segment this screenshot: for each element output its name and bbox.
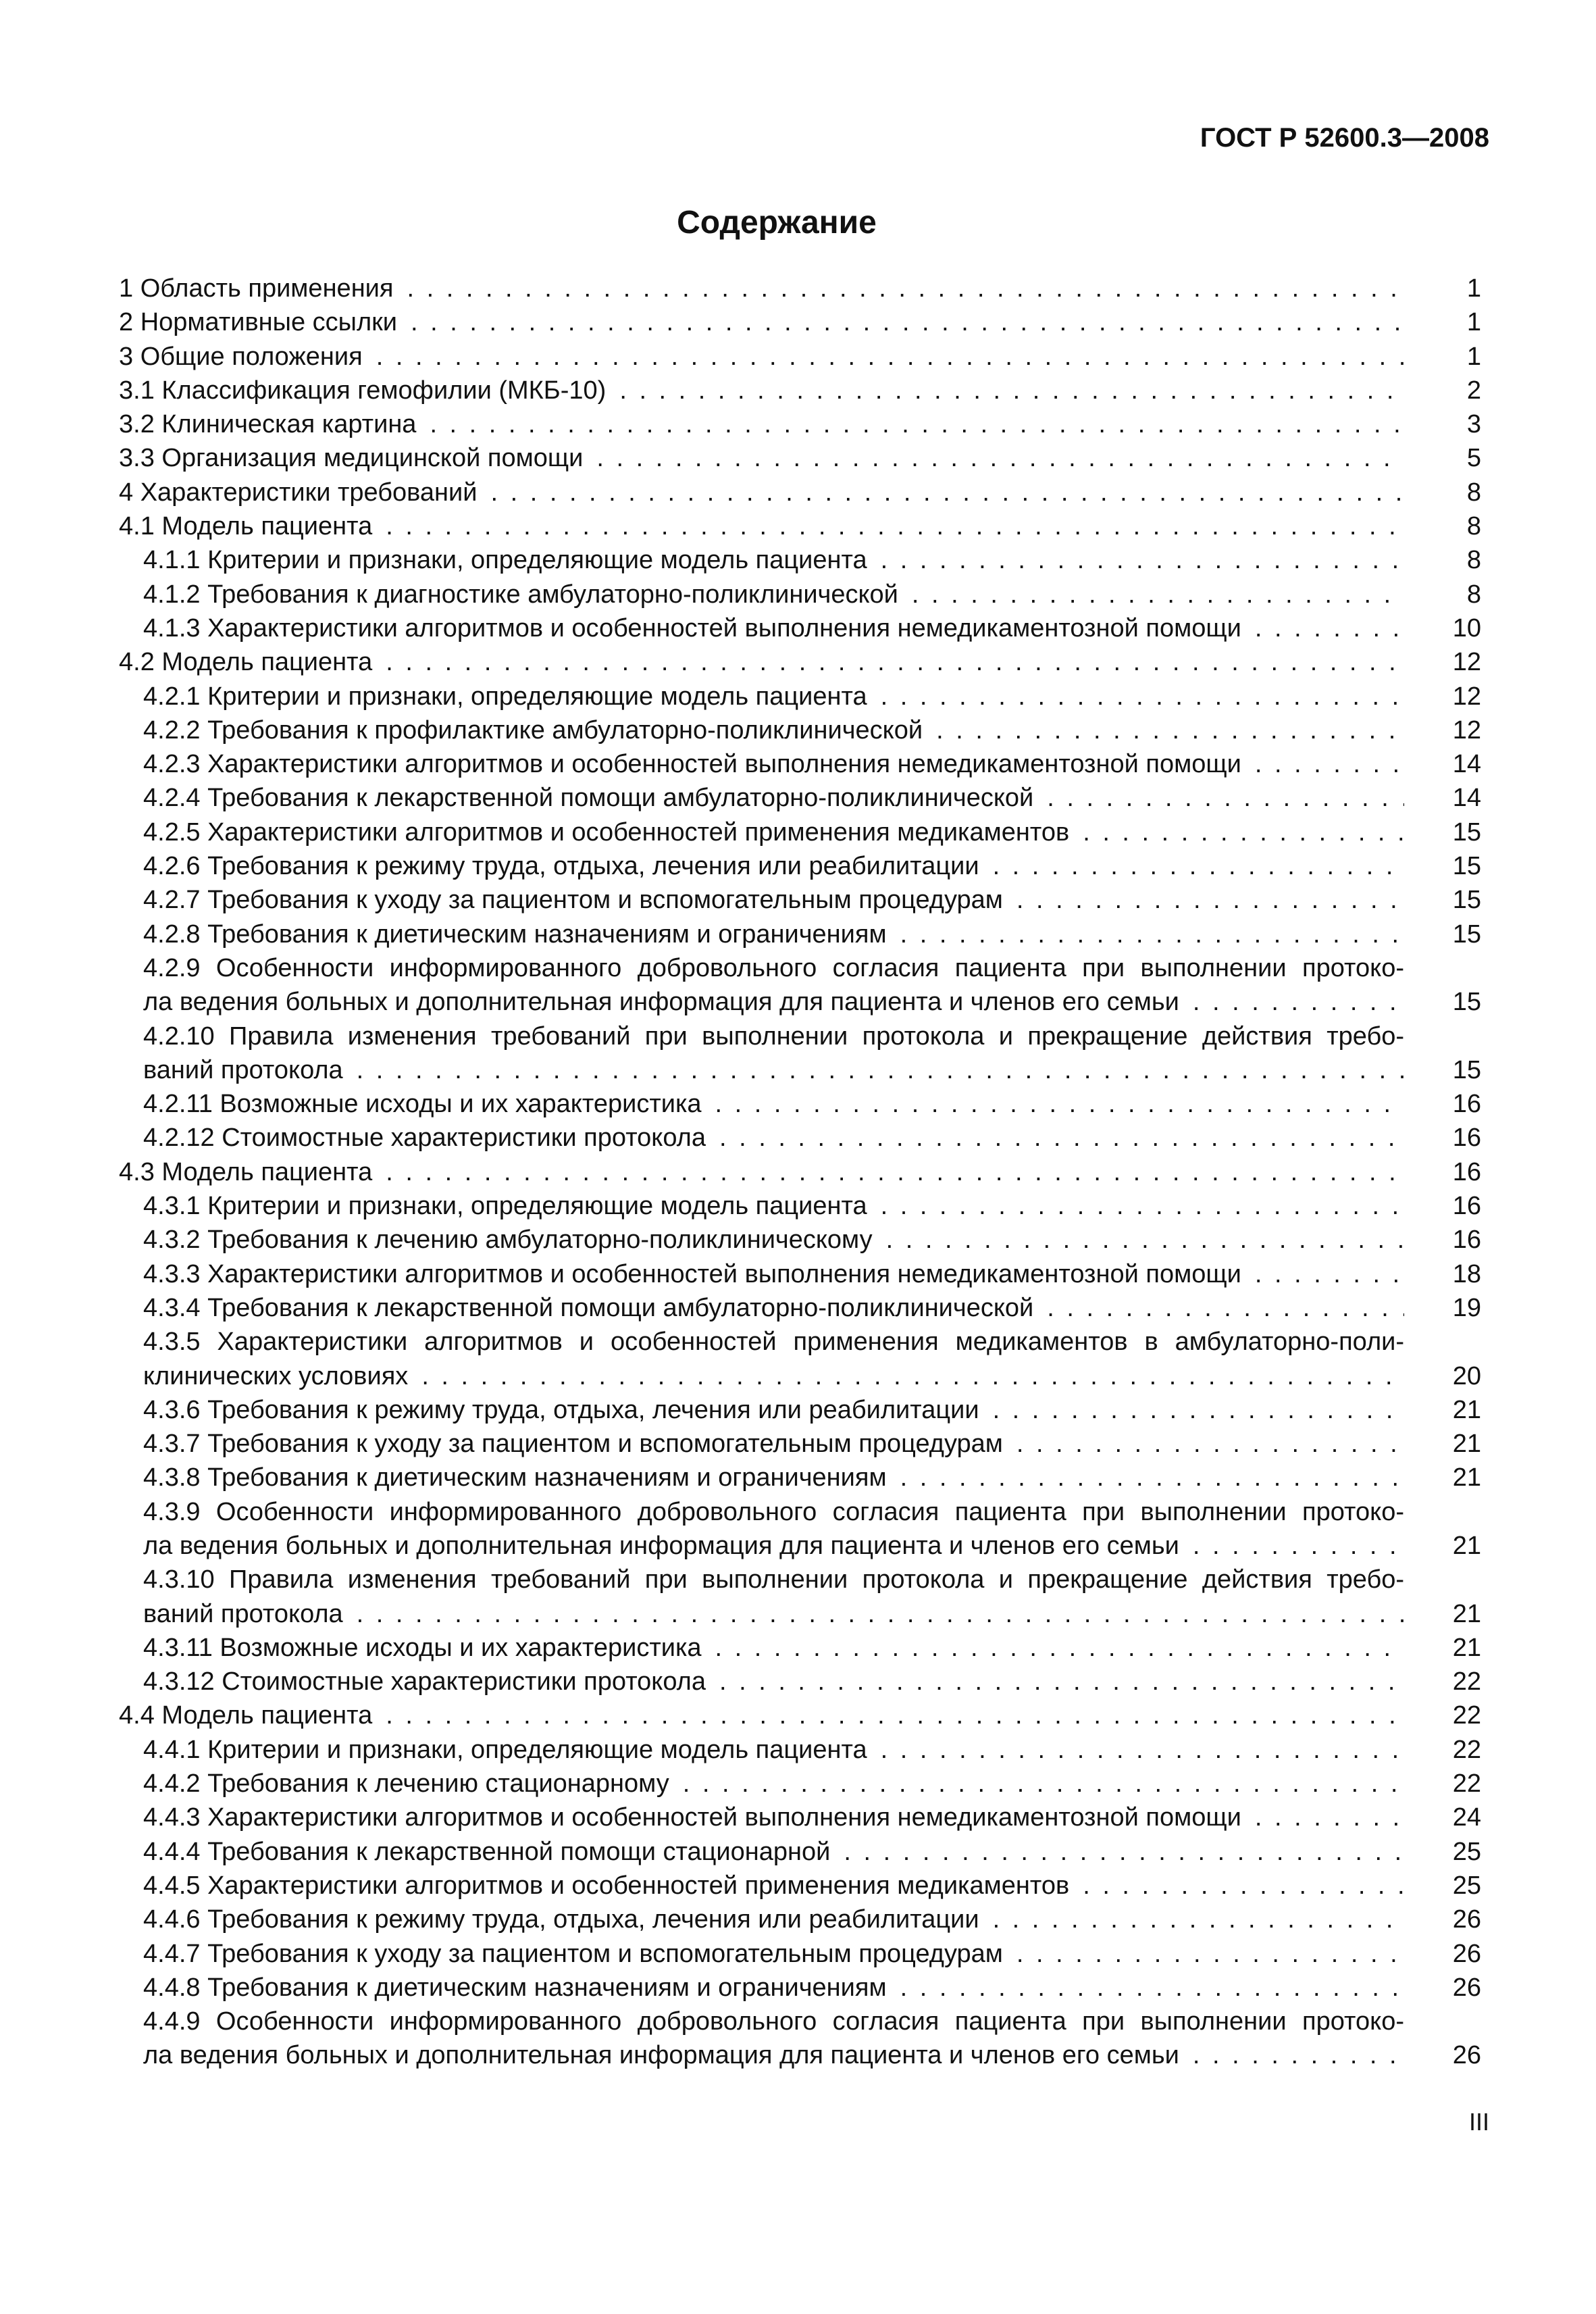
toc-entry-title: 4.3 Модель пациента (119, 1157, 373, 1186)
toc-entry-page: 16 (1452, 1226, 1481, 1255)
toc-entry-title: 4.3.4 Требования к лекарственной помощи амбулаторно-поликлинической (143, 1293, 1034, 1322)
toc-entry-page: 8 (1466, 478, 1481, 507)
toc-entry-page: 8 (1466, 580, 1481, 609)
toc-entry-page: 26 (1452, 1973, 1481, 2002)
toc-entry-title-line1: 4.3.5 Характеристики алгоритмов и особенностей применения медикаментов в амбулаторно-поли- (143, 1328, 1404, 1357)
toc-entry-title: 4.3.2 Требования к лечению амбулаторно-поликлиническому (143, 1226, 873, 1255)
toc-entry-title: 4.2 Модель пациента (119, 648, 373, 677)
toc-entry-page: 19 (1452, 1293, 1481, 1322)
toc-entry[interactable] (119, 1223, 1485, 1257)
toc-entry-title: 4.4.2 Требования к лечению стационарному (143, 1769, 669, 1799)
toc-entry[interactable] (119, 1699, 1485, 1732)
toc-entry-page: 3 (1466, 410, 1481, 439)
toc-entry[interactable] (119, 1121, 1485, 1155)
toc-entry-title: 4.4.5 Характеристики алгоритмов и особенностей применения медикаментов (143, 1871, 1070, 1900)
toc-entry[interactable] (119, 272, 1485, 305)
toc-entry[interactable] (119, 883, 1485, 917)
toc-entry-page: 12 (1452, 648, 1481, 677)
toc-entry-page: 15 (1452, 1055, 1481, 1084)
toc-entry[interactable] (119, 543, 1485, 577)
toc-entry-title-line2: ваний протокола . . . (143, 1053, 1404, 1087)
toc-entry-page: 22 (1452, 1701, 1481, 1730)
toc-entry-page: 22 (1452, 1735, 1481, 1764)
toc-entry-page: 21 (1452, 1599, 1481, 1628)
toc-entry-page: 15 (1452, 886, 1481, 915)
toc-entry[interactable] (119, 1869, 1485, 1903)
toc-entry-page: 8 (1466, 546, 1481, 575)
toc-entry[interactable] (119, 1291, 1485, 1325)
toc-entry[interactable] (119, 1393, 1485, 1427)
toc-entry[interactable] (119, 340, 1485, 374)
toc-entry-page: 15 (1452, 818, 1481, 847)
toc-entry[interactable] (119, 815, 1485, 849)
toc-entry-page: 16 (1452, 1124, 1481, 1153)
toc-entry-title: 4.3.7 Требования к уходу за пациентом и вспомогательным процедурам (143, 1430, 1003, 1459)
toc-entry[interactable] (119, 1733, 1485, 1767)
toc-entry-page: 18 (1452, 1259, 1481, 1288)
toc-entry[interactable] (119, 849, 1485, 883)
toc-entry-page: 1 (1466, 274, 1481, 303)
toc-entry[interactable] (119, 917, 1485, 951)
toc-entry-title: 4.2.11 Возможные исходы и их характеристика (143, 1090, 702, 1119)
toc-entry-title: 4.2.2 Требования к профилактике амбулаторно-поликлинической (143, 715, 923, 745)
toc-entry-title-line1: 4.3.10 Правила изменения требований при выполнении протокола и прекращение действия требо- (143, 1565, 1404, 1594)
toc-entry-page: 16 (1452, 1192, 1481, 1221)
toc-entry-title: 4.2.7 Требования к уходу за пациентом и вспомогательным процедурам (143, 886, 1003, 915)
toc-entry-title-line2: ваний протокола . . . (143, 1597, 1404, 1631)
toc-entry-title: 4.1.3 Характеристики алгоритмов и особенностей выполнения немедикаментозной помощи (143, 613, 1241, 643)
toc-entry[interactable] (119, 1563, 1485, 1631)
toc-entry[interactable] (119, 1495, 1485, 1563)
toc-entry-title: 4.2.4 Требования к лекарственной помощи амбулаторно-поликлинической (143, 784, 1034, 813)
toc-entry-page: 2 (1466, 376, 1481, 405)
toc-entry[interactable] (119, 1665, 1485, 1699)
toc-entry[interactable] (119, 747, 1485, 781)
toc-entry-page: 25 (1452, 1871, 1481, 1900)
toc-entry-page: 26 (1452, 1939, 1481, 1968)
toc-entry[interactable] (119, 1767, 1485, 1801)
toc-entry-page: 22 (1452, 1667, 1481, 1696)
toc-entry[interactable] (119, 1801, 1485, 1834)
toc-entry-page: 15 (1452, 920, 1481, 949)
toc-entry-title: 4.2.6 Требования к режиму труда, отдыха, лечения или реабилитации (143, 852, 979, 881)
table-of-contents (119, 272, 1485, 2073)
toc-entry-page: 25 (1452, 1837, 1481, 1866)
toc-entry-title-line2: ла ведения больных и дополнительная информация для пациента и членов его семьи . . . (143, 2038, 1404, 2072)
toc-entry-title: 4.2.12 Стоимостные характеристики протокола (143, 1124, 706, 1153)
toc-entry-title: 4.3.11 Возможные исходы и их характеристика (143, 1633, 702, 1662)
toc-entry[interactable] (119, 509, 1485, 543)
toc-entry-page: 21 (1452, 1395, 1481, 1424)
toc-entry-page: 26 (1452, 2041, 1481, 2070)
toc-entry-page: 10 (1452, 613, 1481, 643)
toc-entry[interactable] (119, 781, 1485, 815)
toc-entry-title: 4.3.3 Характеристики алгоритмов и особенностей выполнения немедикаментозной помощи (143, 1259, 1241, 1288)
toc-entry-page: 15 (1452, 988, 1481, 1017)
toc-entry[interactable] (119, 407, 1485, 441)
toc-entry[interactable] (119, 1020, 1485, 1088)
toc-entry-page: 16 (1452, 1090, 1481, 1119)
toc-entry-title: 4.2.1 Критерии и признаки, определяющие модель пациента (143, 682, 867, 711)
toc-entry-title: 4.4.7 Требования к уходу за пациентом и вспомогательным процедурам (143, 1939, 1003, 1968)
toc-entry-title: 3.3 Организация медицинской помощи (119, 444, 584, 473)
document-code: ГОСТ Р 52600.3—2008 (1200, 123, 1489, 153)
toc-entry-title: 4.4.3 Характеристики алгоритмов и особенностей выполнения немедикаментозной помощи (143, 1803, 1241, 1832)
toc-entry-title: 4.3.6 Требования к режиму труда, отдыха, лечения или реабилитации (143, 1395, 979, 1424)
toc-entry-title: 4.1.1 Критерии и признаки, определяющие модель пациента (143, 546, 867, 575)
toc-entry[interactable] (119, 1971, 1485, 2005)
toc-entry[interactable] (119, 951, 1485, 1020)
toc-entry[interactable] (119, 476, 1485, 509)
toc-entry-page: 24 (1452, 1803, 1481, 1832)
toc-entry-title: 4.2.3 Характеристики алгоритмов и особенностей выполнения немедикаментозной помощи (143, 750, 1241, 779)
toc-entry-page: 16 (1452, 1157, 1481, 1186)
toc-entry-title: 4 Характеристики требований (119, 478, 478, 507)
toc-entry[interactable] (119, 441, 1485, 475)
toc-entry[interactable] (119, 1631, 1485, 1665)
toc-entry[interactable] (119, 1087, 1485, 1121)
toc-entry-page: 12 (1452, 682, 1481, 711)
toc-entry-page: 20 (1452, 1361, 1481, 1390)
toc-entry-title: 4.2.8 Требования к диетическим назначениям и ограничениям (143, 920, 887, 949)
toc-entry-page: 14 (1452, 784, 1481, 813)
toc-entry-page: 26 (1452, 1905, 1481, 1934)
toc-entry-page: 1 (1466, 308, 1481, 337)
page-number: III (1468, 2108, 1489, 2136)
toc-entry[interactable] (119, 611, 1485, 645)
toc-entry-title-line1: 4.2.9 Особенности информированного добровольного согласия пациента при выполнении протоко- (143, 953, 1404, 982)
toc-entry-page: 15 (1452, 852, 1481, 881)
toc-entry-title: 4.4 Модель пациента (119, 1701, 373, 1730)
toc-entry[interactable] (119, 645, 1485, 679)
toc-entry[interactable] (119, 1835, 1485, 1869)
toc-entry-title: 3 Общие положения (119, 342, 363, 371)
toc-entry-title: 4.4.1 Критерии и признаки, определяющие модель пациента (143, 1735, 867, 1764)
toc-entry[interactable] (119, 1903, 1485, 1936)
toc-entry-page: 21 (1452, 1633, 1481, 1662)
toc-entry-page: 21 (1452, 1430, 1481, 1459)
toc-entry-title: 4.1 Модель пациента (119, 512, 373, 541)
toc-entry[interactable] (119, 305, 1485, 339)
toc-entry-title: 4.2.5 Характеристики алгоритмов и особенностей применения медикаментов (143, 818, 1070, 847)
toc-entry[interactable] (119, 680, 1485, 713)
toc-entry-title: 4.3.1 Критерии и признаки, определяющие модель пациента (143, 1192, 867, 1221)
toc-entry-title-line1: 4.3.9 Особенности информированного добровольного согласия пациента при выполнении протоко- (143, 1497, 1404, 1526)
toc-entry[interactable] (119, 2005, 1485, 2073)
toc-entry[interactable] (119, 1155, 1485, 1189)
toc-entry-title: 4.4.4 Требования к лекарственной помощи стационарной (143, 1837, 831, 1866)
toc-entry[interactable] (119, 374, 1485, 407)
toc-entry-title: 3.2 Клиническая картина (119, 410, 417, 439)
toc-entry-title-line2: ла ведения больных и дополнительная информация для пациента и членов его семьи . . . (143, 985, 1404, 1019)
toc-entry-title-line2: ла ведения больных и дополнительная информация для пациента и членов его семьи . . . (143, 1529, 1404, 1563)
toc-entry-title: 4.3.8 Требования к диетическим назначениям и ограничениям (143, 1463, 887, 1492)
toc-entry-page: 12 (1452, 715, 1481, 745)
toc-entry-title-line1: 4.4.9 Особенности информированного добровольного согласия пациента при выполнении протоко- (143, 2007, 1404, 2036)
toc-entry[interactable] (119, 1937, 1485, 1971)
toc-entry-page: 5 (1466, 444, 1481, 473)
toc-entry-page: 21 (1452, 1531, 1481, 1560)
toc-entry[interactable] (119, 578, 1485, 611)
toc-entry-title-line2: клинических условиях . . . (143, 1359, 1404, 1393)
toc-entry[interactable] (119, 1325, 1485, 1393)
toc-entry-title: 4.4.8 Требования к диетическим назначениям и ограничениям (143, 1973, 887, 2002)
toc-entry-title: 3.1 Классификация гемофилии (МКБ-10) (119, 376, 607, 405)
toc-entry-page: 21 (1452, 1463, 1481, 1492)
toc-entry[interactable] (119, 1189, 1485, 1223)
toc-entry-page: 8 (1466, 512, 1481, 541)
toc-entry[interactable] (119, 713, 1485, 747)
toc-entry-title: 4.4.6 Требования к режиму труда, отдыха, лечения или реабилитации (143, 1905, 979, 1934)
toc-entry-page: 1 (1466, 342, 1481, 371)
toc-entry-page: 22 (1452, 1769, 1481, 1799)
toc-entry-page: 14 (1452, 750, 1481, 779)
toc-entry-title: 4.3.12 Стоимостные характеристики протокола (143, 1667, 706, 1696)
toc-entry-title: 4.1.2 Требования к диагностике амбулаторно-поликлинической (143, 580, 898, 609)
toc-entry-title: 1 Область применения (119, 274, 394, 303)
toc-entry[interactable] (119, 1427, 1485, 1461)
toc-entry[interactable] (119, 1461, 1485, 1494)
toc-entry[interactable] (119, 1257, 1485, 1291)
page-title: Содержание (677, 205, 877, 241)
toc-entry-title: 2 Нормативные ссылки (119, 308, 397, 337)
toc-entry-title-line1: 4.2.10 Правила изменения требований при выполнении протокола и прекращение действия требо- (143, 1022, 1404, 1051)
